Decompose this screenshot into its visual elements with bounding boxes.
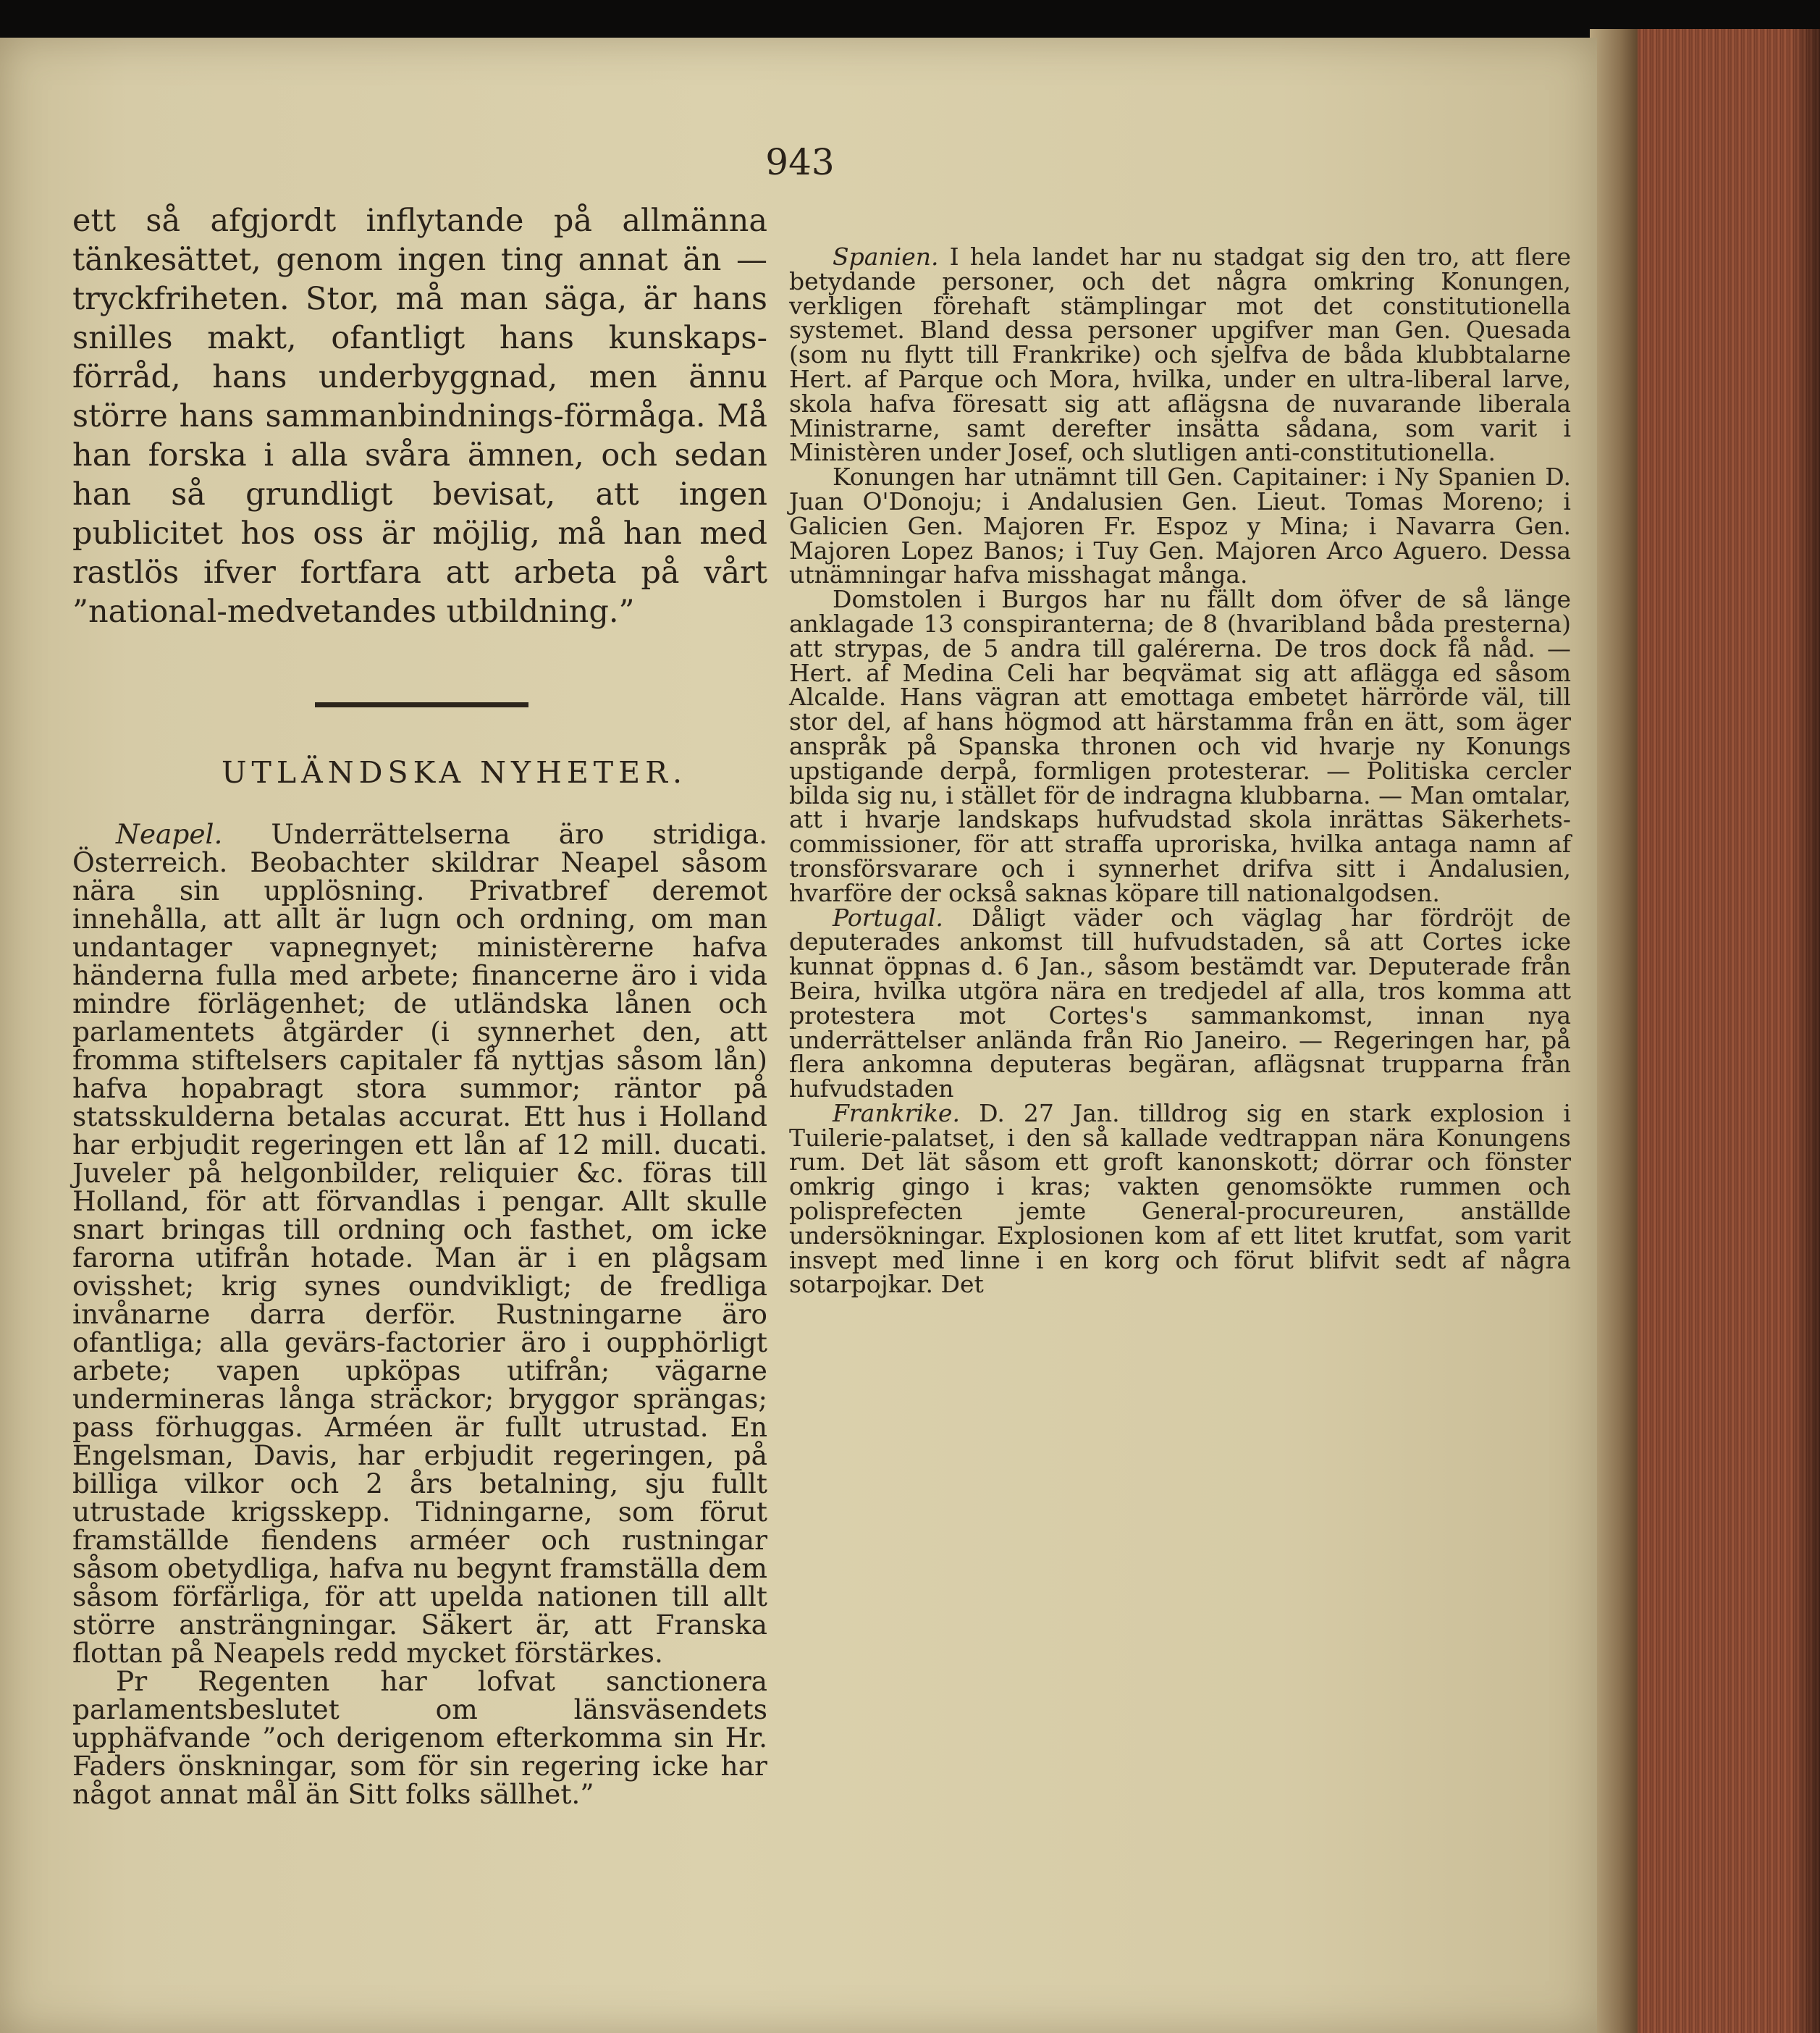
place-neapel: Neapel. <box>116 818 223 850</box>
neapel-text: Underrättelserna äro stridiga. Österreich. Beobachter skildrar Neapel såsom nära sin upplösning. Privatbref deremot innehålla, att allt är lugn och ordning, om man undantager vapnegnyet; ministèrerne hafva händerna fulla med arbete; financerne äro i vida mindre förlägenhet; de utländska lånen och parlamentets åtgärder (i synnerhet den, att fromma stiftelsers capitaler få nyttjas såsom lån) hafva hopabragt stora summor; räntor på statsskulderna betalas accurat. Ett hus i Holland har erbjudit regeringen ett lån af 12 mill. ducati. Juveler på helgonbilder, reliquier &c. föras till Holland, för att förvandlas i pengar. Allt skulle snart bringas till ordning och fasthet, om icke farorna utifrån hotade. Man är i en plågsam ovisshet; krig synes oundvikligt; de fredliga invånarne darra derför. Rustningarne äro ofantliga; alla gevärs-factorier äro i oupphörligt arbete; vapen upköpas utifrån; vägarne undermineras långa sträckor; bryggor sprängas; pass förhuggas. Arméen är fullt utrustad. En Engelsman, Davis, har erbjudit regeringen, på billiga vilkor och 2 års betalning, sju fullt utrustade krigsskepp. Tidningarne, som förut framställde fiendens arméer och rustningar såsom obetydliga, hafva nu begynt framställa dem såsom förfärliga, för att upelda nationen till allt större ansträngningar. Säkert är, att Franska flottan på Neapels redd mycket förstärkes. <box>72 818 768 1669</box>
page-gutter <box>1590 29 1640 2033</box>
spanien-text: I hela landet har nu stadgat sig den tro, att flere betydande personer, och det några omkring Konungen, verkligen förehaft stämplingar mot det constitutionella systemet. Bland dessa personer upgifver man Gen. Quesada (som nu flytt till Frankrike) och sjelfva de båda klubbtalarne Hert. af Parque och Mora, hvilka, under en ultra-liberal larve, skola hafva föresatt sig att aflägsna de nuvarande liberala Ministrarne, samt derefter insätta sådana, som varit i Ministèren under Josef, och slutligen anti-constitutionella. <box>789 243 1571 467</box>
page-number: 943 <box>765 141 835 183</box>
book-edge-shadow <box>1791 29 1820 2033</box>
place-frankrike: Frankrike. <box>833 1098 960 1127</box>
frankrike-text: D. 27 Jan. tilldrog sig en stark explosion i Tuilerie-palatset, i den så kallade vedtrappan nära Konungens rum. Det lät såsom ett groft kanonskott; dörrar och fönster omkrig gingo i kras; vakten genomsökte rummen och polisprefecten jemte General-procureuren, anställde undersökningar. Explosionen kom af ett litet krutfat, som varit insvept med linne i en korg och förut blifvit sedt af några sotarpojkar. Det <box>789 1098 1571 1299</box>
frankrike-paragraph <box>789 1098 1571 1299</box>
neapel-paragraph <box>72 820 767 1667</box>
section-heading: UTLÄNDSKA NYHETER. <box>222 755 687 790</box>
neapel-paragraph-2: Pr Regenten har lofvat sanctionera parlamentsbeslutet om länsväsendets upphäfvande ”och derigenom efterkomma sin Hr. Faders önskningar, som för sin regering icke har något annat mål än Sitt folks sällhet.” <box>72 1665 767 1810</box>
portugal-paragraph <box>789 903 1571 1103</box>
scan-background <box>0 0 1820 38</box>
right-column <box>789 245 1571 1297</box>
spanien-paragraph-3: Domstolen i Burgos har nu fällt dom öfver de så länge anklagade 13 conspiranterna; de 8 (hvaribland båda presterna) att strypas, de 5 andra till galérerna. De tros dock få nåd. — Hert. af Medina Celi har beqvämat sig att aflägga ed såsom Alcalde. Hans vägran att emottaga embetet härrörde väl, till stor del, af hans högmod att härstamma från en ätt, som äger anspråk på Spanska thronen och vid hvarje ny Konungs upstigande derpå, formligen protesterar. — Politiska cercler bilda sig nu, i stället för de indragna klubbarna. — Man omtalar, att i hvarje landskaps hufvudstad skola inrättas Säkerhets-commissioner, för att straffa uproriska, hvilka antaga namn af tronsförsvarare och i synnerhet drifva sitt i Andalusien, hvarföre der också saknas köpare till nationalgodsen. <box>789 585 1571 907</box>
portugal-text: Dåligt väder och väglag har fördröjt de deputerades ankomst till hufvudstaden, så att Cortes icke kunnat öppnas d. 6 Jan., såsom bestämdt var. Deputerade från Beira, hvilka utgöra nära en tredjedel af alla, tros komma att protestera mot Cortes's sammankomst, innan nya underrättelser anlända från Rio Janeiro. — Regeringen har, på flera ankomna deputeras begäran, aflägsnat trupparna från hufvudstaden <box>789 903 1571 1103</box>
spanien-paragraph-2: Konungen har utnämnt till Gen. Capitainer: i Ny Spanien D. Juan O'Donoju; i Andalusien Gen. Lieut. Tomas Moreno; i Galicien Gen. Majoren Fr. Espoz y Mina; i Navarra Gen. Majoren Lopez Banos; i Tuy Gen. Majoren Arco Aguero. Dessa utnämningar hafva misshagat många. <box>789 463 1571 589</box>
spanien-paragraph <box>789 245 1571 465</box>
left-column <box>72 201 767 631</box>
section-divider <box>315 702 528 707</box>
place-portugal: Portugal. <box>833 903 943 932</box>
intro-paragraph: ett så afgjordt inflytande på allmänna tänkesättet, genom ingen ting annat än — tryckfriheten. Stor, må man säga, är hans snilles makt, ofantligt hans kunskaps-förråd, hans underbyggnad, men ännu större hans sammanbindnings-förmåga. Må han forska i alla svåra ämnen, och sedan han så grundligt bevisat, att ingen publicitet hos oss är möjlig, må han med rastlös ifver fortfara att arbeta på vårt ”national-medvetandes utbildning.” <box>72 203 767 630</box>
left-column-news <box>72 820 767 1809</box>
place-spanien: Spanien. <box>833 243 939 271</box>
